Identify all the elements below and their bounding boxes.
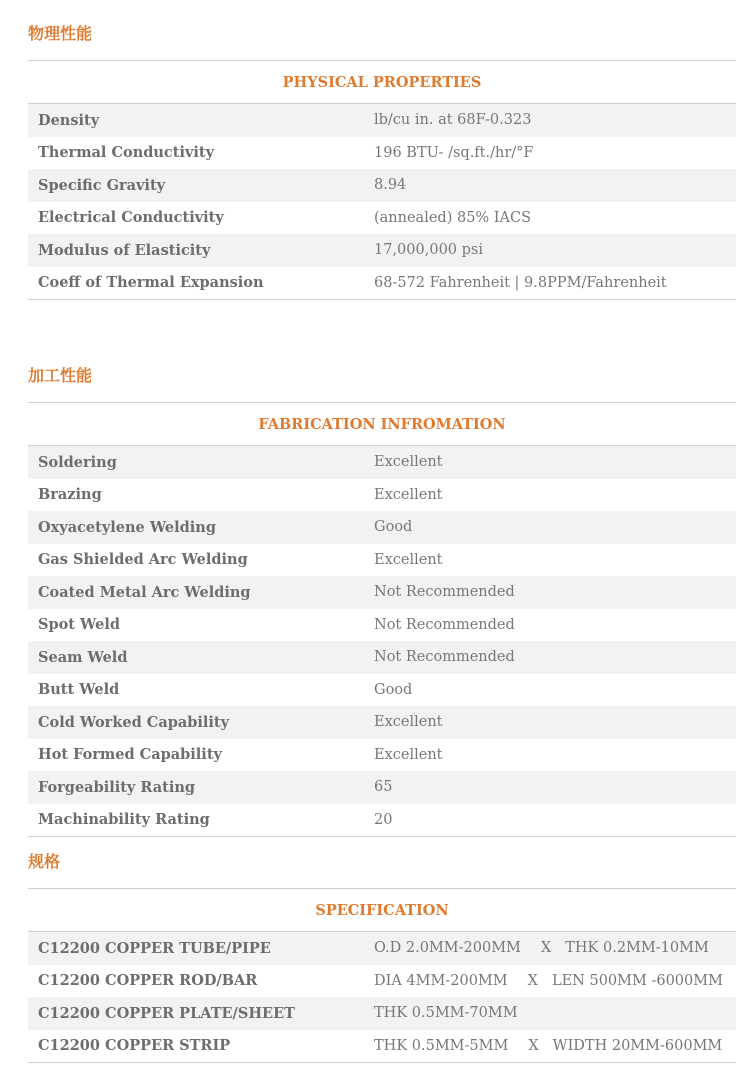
property-name: Coeff of Thermal Expansion [38, 274, 264, 292]
table-row [28, 137, 736, 170]
spec-separator: X [528, 1037, 539, 1054]
property-value [374, 1005, 736, 1021]
table-row [28, 804, 736, 838]
property-name: Forgeability Rating [38, 778, 196, 796]
fabrication-table [28, 402, 736, 837]
spec-value-b: THK 0.2MM-10MM [565, 940, 709, 957]
table-row [28, 641, 736, 674]
property-value: Excellent [374, 714, 443, 731]
property-value: Good [374, 519, 413, 536]
property-name: Butt Weld [38, 681, 120, 699]
table-row [28, 511, 736, 544]
property-value: Not Recommended [374, 584, 515, 601]
property-value: lb/cu in. at 68F-0.323 [374, 112, 532, 129]
property-value: Excellent [374, 486, 443, 503]
property-name: Oxyacetylene Welding [38, 518, 216, 536]
table-row [28, 267, 736, 301]
property-value: (annealed) 85% IACS [374, 209, 532, 226]
spec-value-a: THK 0.5MM-5MM [374, 1037, 509, 1054]
property-value: 20 [374, 811, 393, 828]
property-value: 196 BTU- /sq.ft./hr/°F [374, 144, 534, 161]
fabrication-zh-title: 加工性能 [28, 366, 93, 385]
property-value [374, 1038, 736, 1054]
property-name: Specific Gravity [38, 176, 166, 194]
property-name: Gas Shielded Arc Welding [38, 551, 248, 569]
physical-rows [28, 104, 736, 300]
specification-table [28, 888, 736, 1063]
property-name: C12200 COPPER PLATE/SHEET [38, 1004, 295, 1022]
property-value: Not Recommended [374, 649, 515, 666]
property-name: Electrical Conductivity [38, 209, 224, 227]
table-row [28, 479, 736, 512]
spec-value-b: WIDTH 20MM-600MM [552, 1037, 723, 1054]
spec-separator: X [527, 972, 538, 989]
property-name: Cold Worked Capability [38, 713, 230, 731]
physical-table [28, 60, 736, 300]
property-value: Good [374, 681, 413, 698]
table-row [28, 202, 736, 235]
spec-value-a: DIA 4MM-200MM [374, 972, 508, 989]
table-row [28, 1030, 736, 1064]
spec-value-b: LEN 500MM -6000MM [551, 972, 723, 989]
table-row [28, 739, 736, 772]
specification-zh-title: 规格 [28, 852, 61, 871]
property-name: Spot Weld [38, 616, 121, 634]
property-name: Hot Formed Capability [38, 746, 222, 764]
table-row [28, 234, 736, 267]
table-row [28, 169, 736, 202]
fabrication-header: FABRICATION INFROMATION [28, 402, 736, 446]
property-value: 8.94 [374, 177, 407, 194]
property-value [374, 940, 736, 956]
property-value [374, 973, 736, 989]
table-row [28, 997, 736, 1030]
physical-zh-title: 物理性能 [28, 24, 93, 43]
property-name: C12200 COPPER STRIP [38, 1037, 231, 1055]
specification-rows [28, 932, 736, 1063]
property-name: C12200 COPPER TUBE/PIPE [38, 939, 271, 957]
property-value: 68-572 Fahrenheit | 9.8PPM/Fahrenheit [374, 274, 667, 291]
property-value: 65 [374, 779, 393, 796]
property-name: Thermal Conductivity [38, 144, 215, 162]
table-row [28, 609, 736, 642]
table-row [28, 544, 736, 577]
property-name: C12200 COPPER ROD/BAR [38, 972, 258, 990]
table-row [28, 674, 736, 707]
table-row [28, 932, 736, 965]
property-name: Modulus of Elasticity [38, 241, 211, 259]
property-name: Density [38, 111, 100, 129]
spec-separator: X [540, 940, 552, 957]
property-name: Soldering [38, 453, 117, 471]
property-name: Coated Metal Arc Welding [38, 583, 251, 601]
fabrication-rows [28, 446, 736, 837]
property-name: Brazing [38, 486, 102, 504]
table-row [28, 104, 736, 137]
property-value: Excellent [374, 454, 443, 471]
table-row [28, 771, 736, 804]
property-name: Machinability Rating [38, 811, 210, 829]
table-row [28, 446, 736, 479]
physical-header: PHYSICAL PROPERTIES [28, 60, 736, 104]
table-row [28, 965, 736, 998]
spec-value-a: THK 0.5MM-70MM [374, 1005, 518, 1022]
property-value: Excellent [374, 746, 443, 763]
spec-value-a: O.D 2.0MM-200MM [374, 940, 521, 957]
property-value: Excellent [374, 551, 443, 568]
table-row [28, 576, 736, 609]
specification-header: SPECIFICATION [28, 888, 736, 932]
property-value: Not Recommended [374, 616, 515, 633]
table-row [28, 706, 736, 739]
property-value: 17,000,000 psi [374, 242, 483, 259]
property-name: Seam Weld [38, 648, 128, 666]
